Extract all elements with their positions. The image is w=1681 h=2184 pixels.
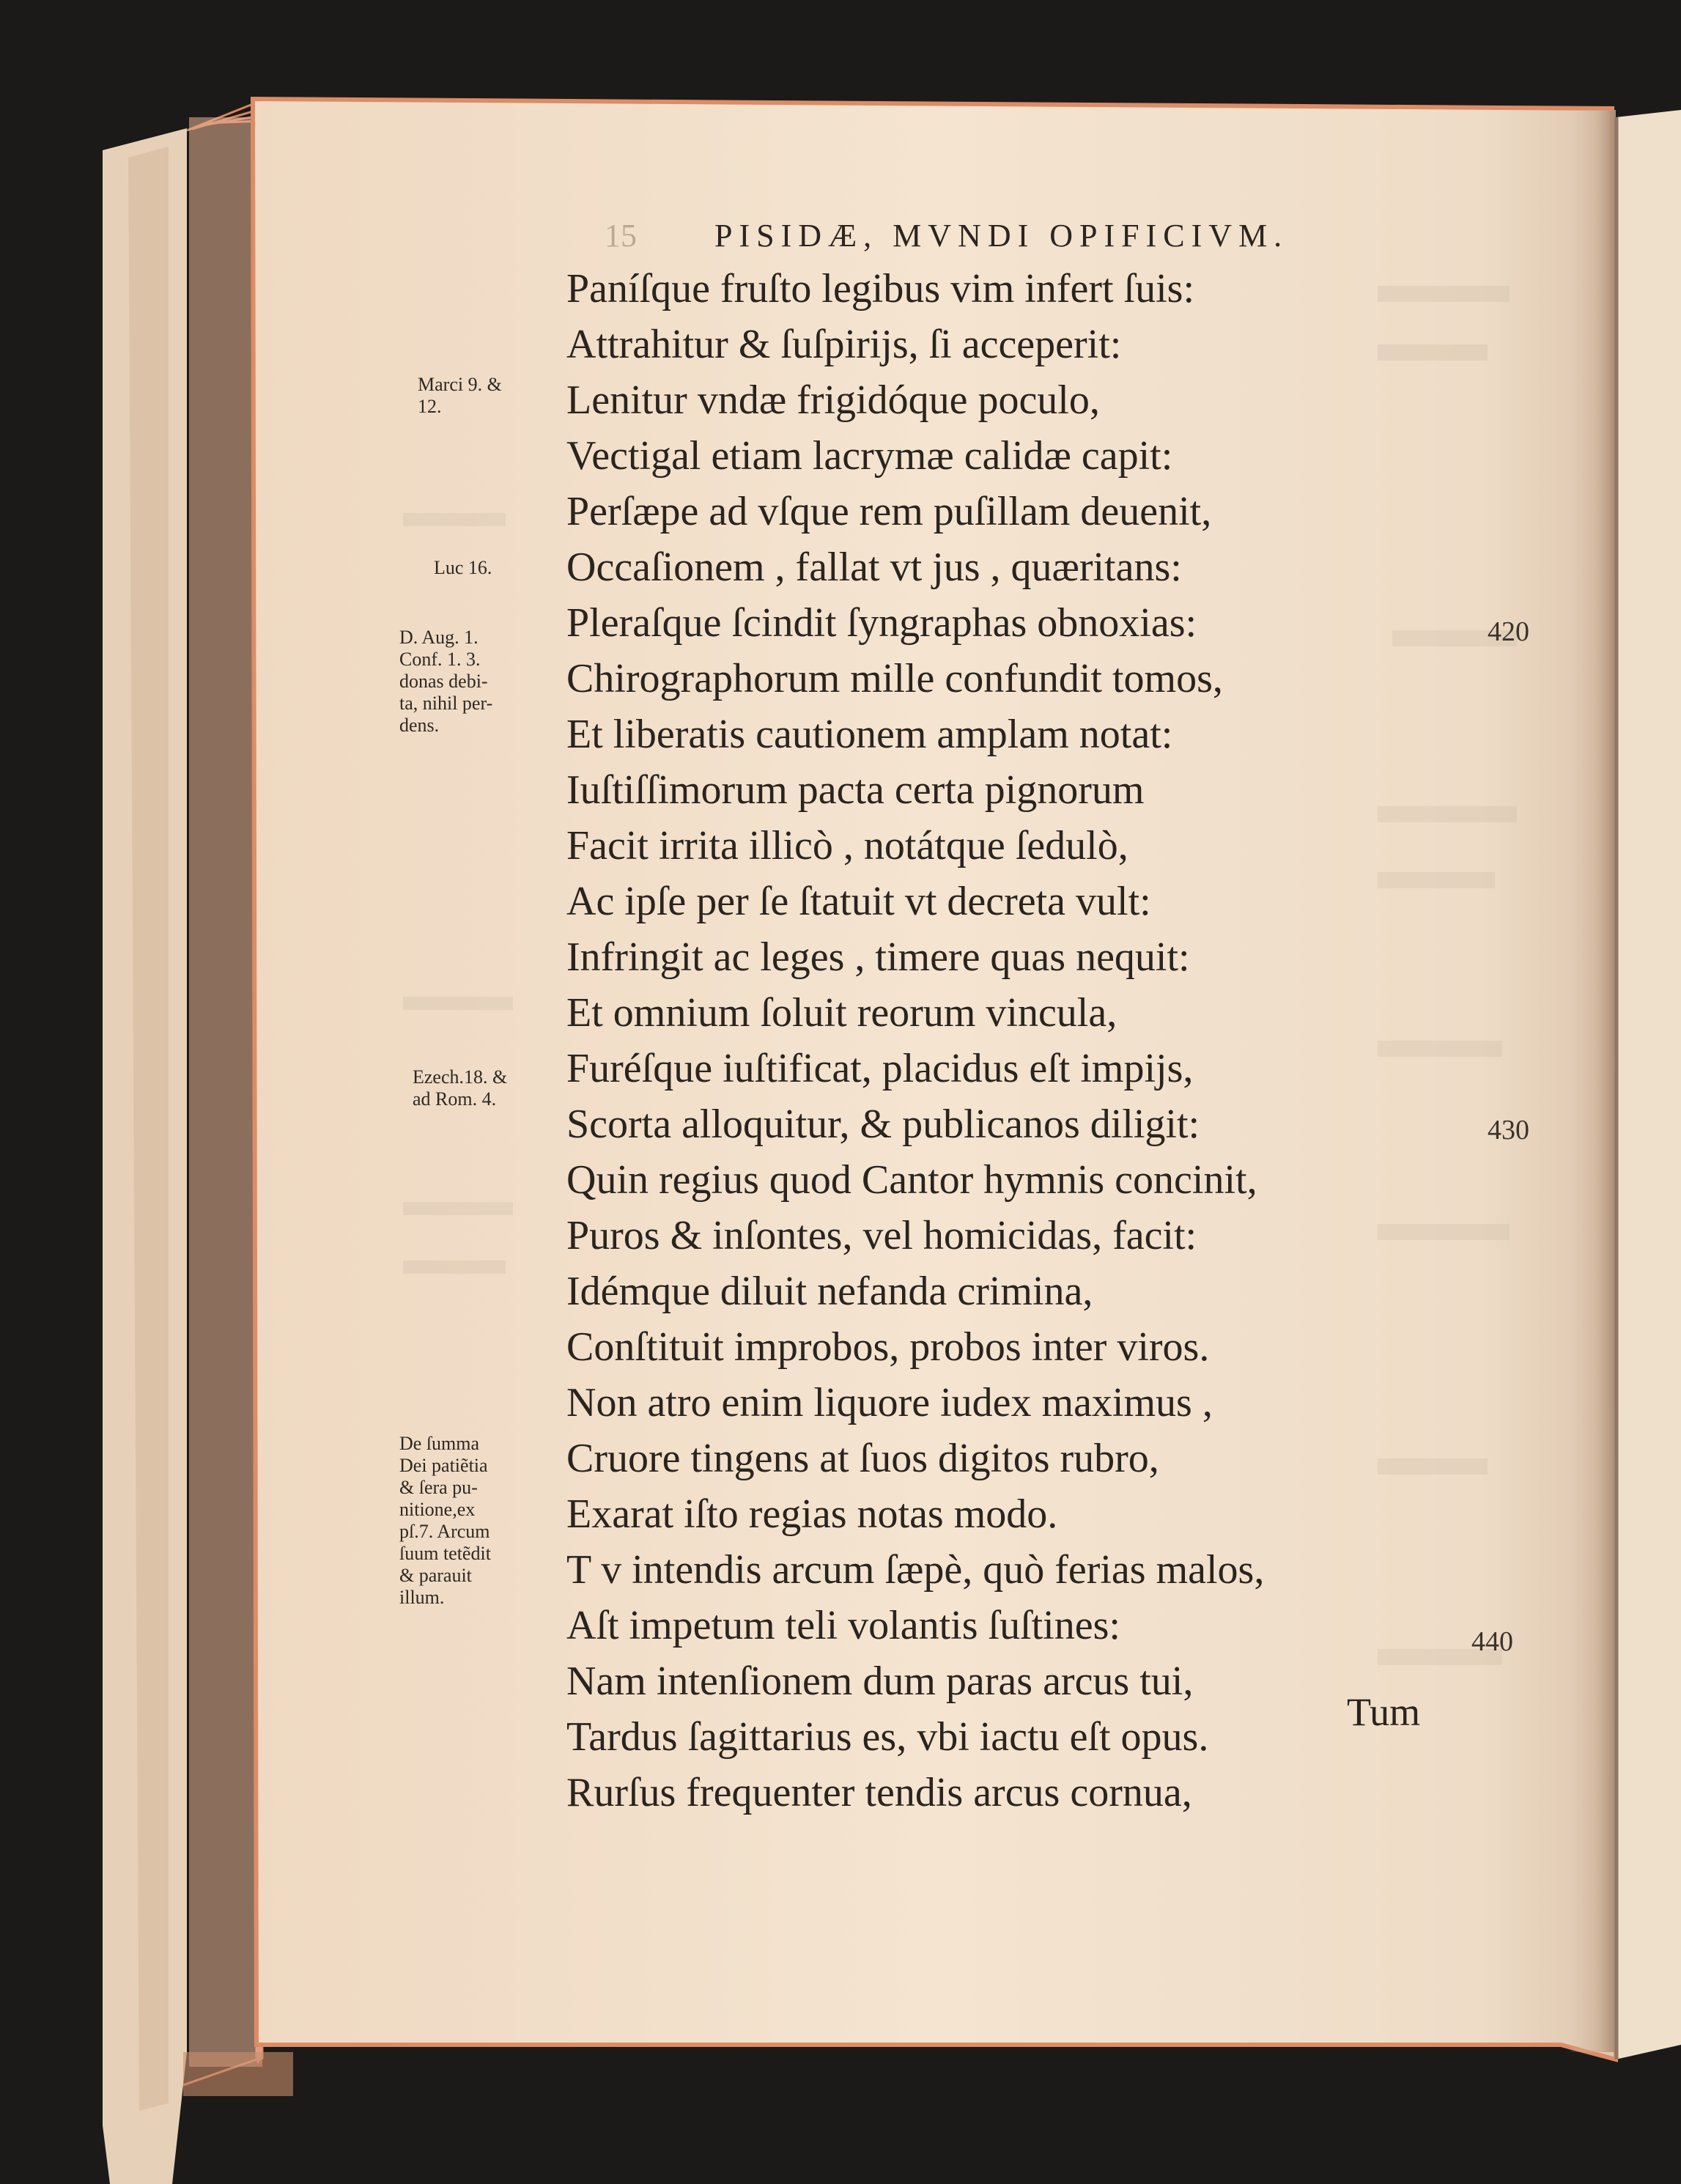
catchword: Tum — [1347, 1690, 1421, 1734]
margin-note: De ſumma Dei patiẽtia & ſera pu- nitione,ex pſ.7. Arcum ſuum tetẽdit & parauit illum. — [399, 1433, 491, 1608]
line-number: 420 — [1488, 616, 1529, 647]
verse-line: Tardus ſagittarius es, vbi iactu eſt opus. — [566, 1714, 1209, 1760]
line-number: 430 — [1488, 1115, 1529, 1146]
verse-line: Cruore tingens at ſuos digitos rubro, — [566, 1436, 1159, 1481]
verse-line: Scorta alloquitur, & publicanos diligit: — [566, 1102, 1200, 1147]
verse-line: Quin regius quod Cantor hymnis concinit, — [566, 1157, 1257, 1203]
verse-line: Conſtituit improbos, probos inter viros. — [566, 1324, 1210, 1370]
verse-line: Occaſionem , fallat vt jus , quæritans: — [566, 545, 1182, 590]
verse-line: Rurſus frequenter tendis arcus cornua, — [566, 1770, 1192, 1815]
verse-line: Furéſque iuſtificat, placidus eſt impijs, — [566, 1046, 1194, 1091]
verse-line: Ac ipſe per ſe ſtatuit vt decreta vult: — [566, 879, 1151, 924]
verse-line: T v intendis arcum ſæpè, quò ferias malos, — [566, 1547, 1265, 1593]
verse-line: Pleraſque ſcindit ſyngraphas obnoxias: — [566, 600, 1197, 646]
verse-line: Idémque diluit nefanda crimina, — [566, 1269, 1093, 1314]
verse-line: Et omnium ſoluit reorum vincula, — [566, 990, 1117, 1036]
verse-line: Facit irrita illicò , notátque ſedulò, — [566, 823, 1128, 868]
verse-line: Puros & inſontes, vel homicidas, facit: — [566, 1213, 1197, 1258]
verse-line: Nam intenſionem dum paras arcus tui, — [566, 1659, 1194, 1704]
faint-folio: 15 — [605, 218, 637, 254]
verse-line: Attrahitur & ſuſpirijs, ſi acceperit: — [566, 322, 1122, 367]
header-title: PISIDÆ, MVNDI OPIFICIVM. — [714, 218, 1289, 254]
verse-line: Perſæpe ad vſque rem puſillam deuenit, — [566, 489, 1212, 534]
running-header — [605, 217, 1396, 254]
verse-line: Vectigal etiam lacrymæ calidæ capit: — [566, 433, 1173, 479]
facing-page — [1616, 110, 1681, 2059]
verse-line: Lenitur vndæ frigidóque poculo, — [566, 377, 1100, 423]
verse-line: Exarat iſto regias notas modo. — [566, 1491, 1058, 1537]
margin-note: Marci 9. & 12. — [418, 374, 502, 417]
verse-line: Non atro enim liquore iudex maximus , — [566, 1380, 1213, 1425]
verse-line: Et liberatis cautionem amplam notat: — [566, 712, 1173, 757]
margin-note: Luc 16. — [434, 557, 492, 578]
verse-line: Paníſque fruſto legibus vim infert ſuis: — [566, 266, 1195, 311]
margin-note: Ezech.18. & ad Rom. 4. — [413, 1066, 508, 1110]
verse-line: Chirographorum mille confundit tomos, — [566, 656, 1223, 701]
verse-line: Iuſtiſſimorum pacta certa pignorum — [566, 767, 1145, 813]
verse-line: Aſt impetum teli volantis ſuſtines: — [566, 1603, 1120, 1648]
line-number: 440 — [1471, 1626, 1513, 1657]
verse-line: Infringit ac leges , timere quas nequit: — [566, 934, 1190, 980]
margin-note: D. Aug. 1. Conf. 1. 3. donas debi- ta, nihil per- dens. — [399, 627, 493, 736]
